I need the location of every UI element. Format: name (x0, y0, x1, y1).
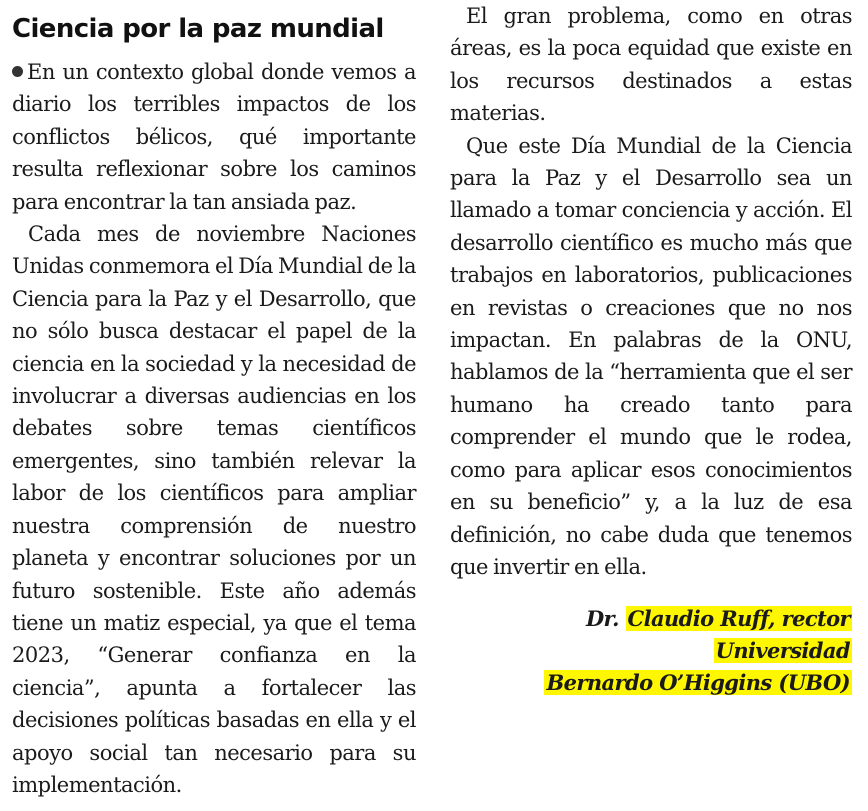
signature-prefix: Dr. (585, 606, 619, 632)
signature-institution-line1: Universidad (715, 638, 850, 664)
right-column (450, 0, 852, 699)
left-column (12, 0, 416, 801)
author-signature (450, 603, 852, 699)
signature-institution-line2: Bernardo O’Higgins (UBO) (546, 670, 850, 696)
body-paragraph-1: Cada mes de noviembre Naciones Unidas conmemora el Día Mundial de la Ciencia para la Paz y el Desarrollo, que no sólo busca destacar el papel de la ciencia en la sociedad y la necesidad de involucrar a diversas audiencias en los debates sobre temas científicos emergentes, sino también relevar la labor de los científicos para ampliar nuestra comprensión de nuestro planeta y encontrar soluciones por un futuro sostenible. Este año además tiene un matiz especial, ya que el tema 2023, “Generar confianza en la ciencia”, apunta a fortalecer las decisiones políticas basadas en ella y el apoyo social tan necesario para su implementación. (12, 222, 416, 797)
body-paragraph-2: El gran problema, como en otras áreas, es la poca equidad que existe en los recursos destinados a estas materias. (450, 4, 852, 126)
body-paragraph-3: Que este Día Mundial de la Ciencia para la Paz y el Desarrollo sea un llamado a tomar conciencia y acción. El desarrollo científico es mucho más que trabajos en laboratorios, publicaciones en revistas o creaciones que no nos impactan. En palabras de la ONU, hablamos de la “herramienta que el ser humano ha creado tanto para comprender el mundo que le rodea, como para aplicar esos conocimientos en su beneficio” y, a la luz de esa definición, no cabe duda que tenemos que invertir en ella. (450, 133, 852, 579)
signature-name: Claudio Ruff, rector (627, 606, 850, 632)
intro-text: En un contexto global donde vemos a diario los terribles impactos de los conflictos bélicos, qué importante resulta reflexionar sobre los caminos para encontrar la tan ansiada paz. (12, 60, 416, 214)
intro-paragraph (12, 56, 416, 218)
bullet-icon (12, 66, 23, 77)
article-headline: Ciencia por la paz mundial (12, 14, 384, 44)
